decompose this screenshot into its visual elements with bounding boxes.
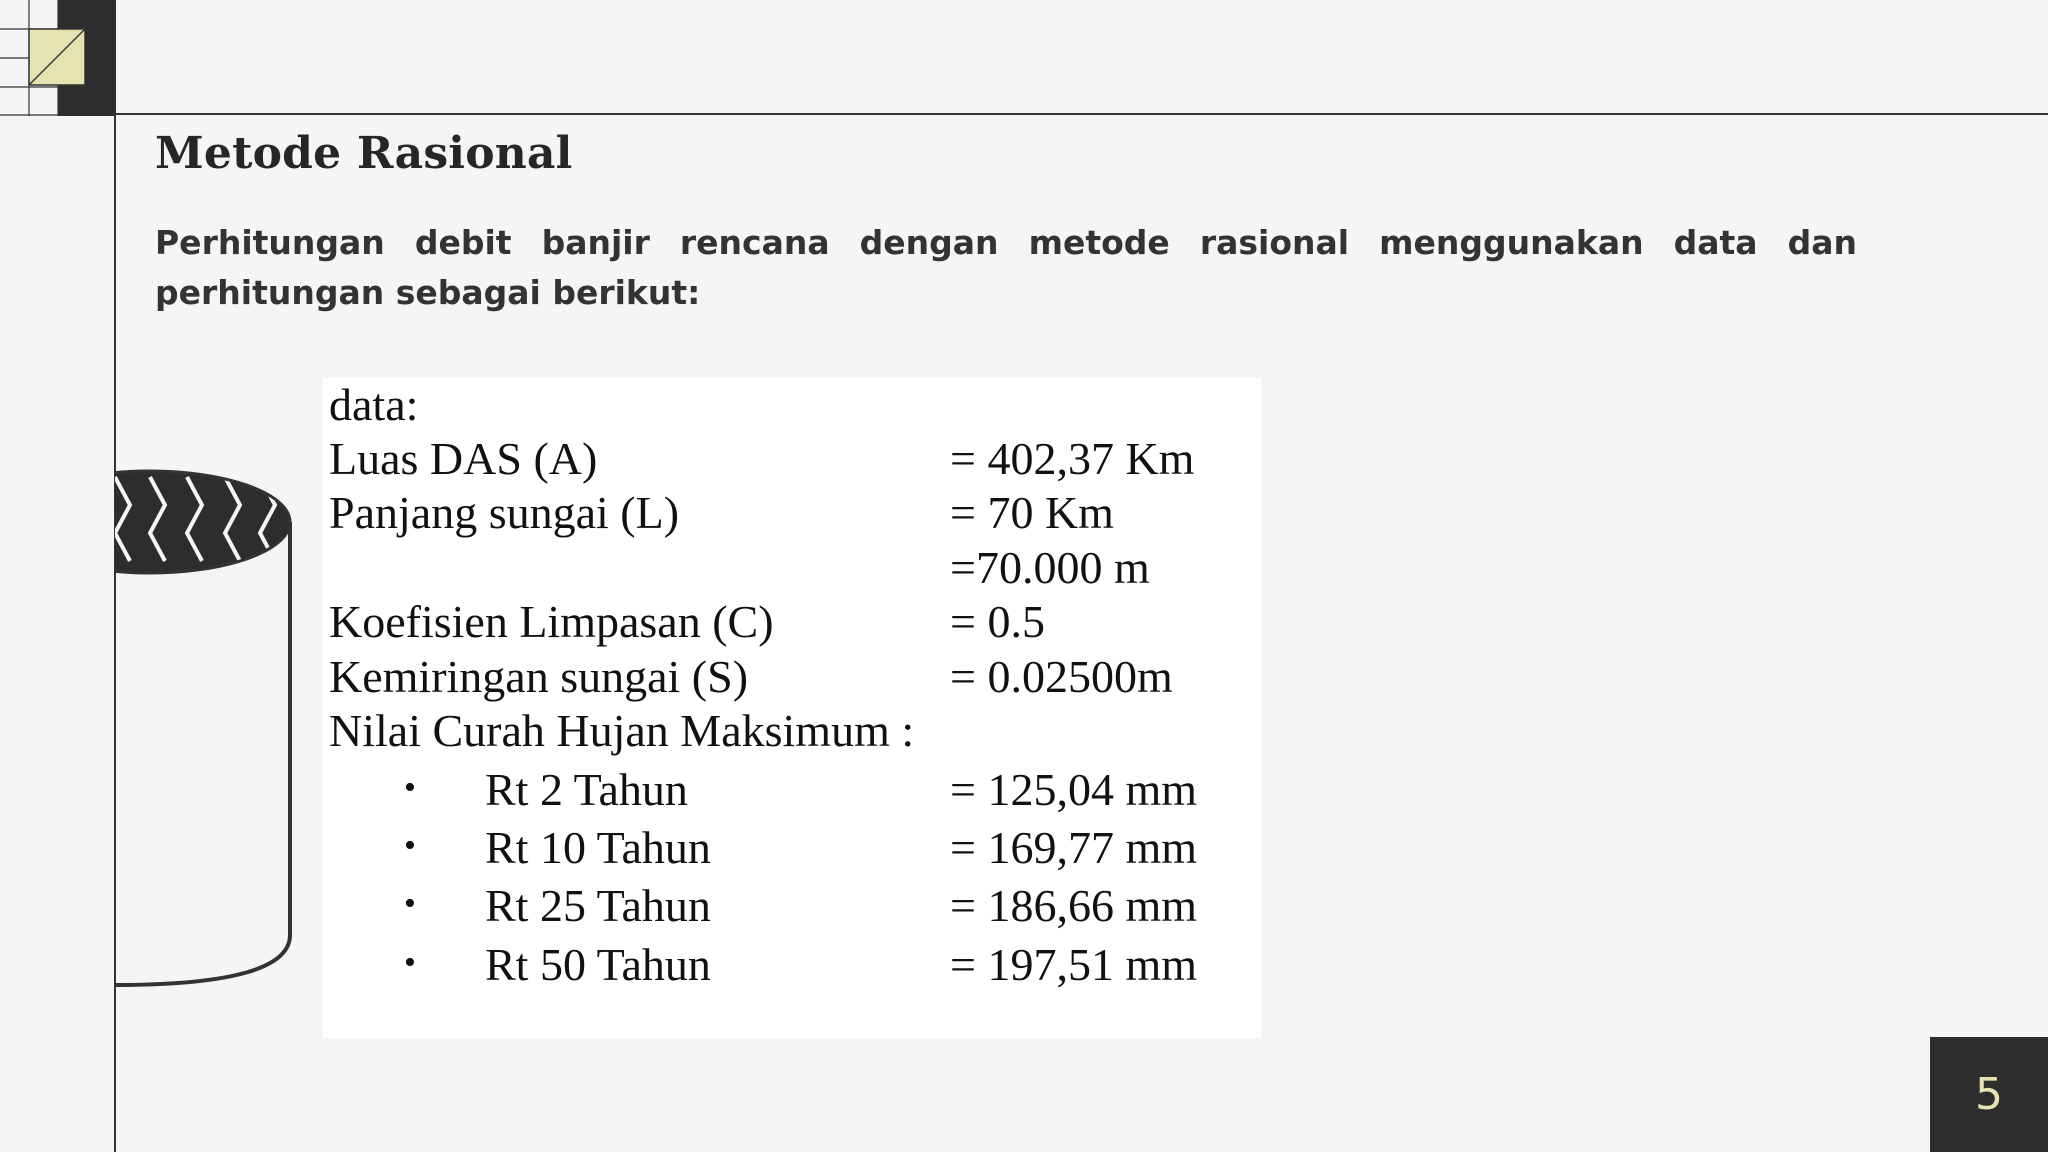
rain-row-value: = 197,51 mm	[950, 939, 1198, 990]
corner-grid-icon	[0, 0, 116, 116]
slide-title: Metode Rasional	[155, 128, 573, 179]
data-row-value: = 0.5	[950, 596, 1045, 647]
rain-row-label: Rt 25 Tahun	[485, 880, 711, 931]
data-row-label: Koefisien Limpasan (C)	[329, 596, 774, 647]
rain-row-value: = 186,66 mm	[950, 880, 1198, 931]
data-row-label: Kemiringan sungai (S)	[329, 651, 749, 702]
page-number-box	[1930, 1037, 2048, 1152]
rain-row-label: Rt 10 Tahun	[485, 822, 711, 873]
data-row-label: Panjang sungai (L)	[329, 487, 680, 538]
bullet-icon: •	[404, 885, 416, 922]
data-heading: data:	[329, 379, 419, 430]
rain-row-label: Rt 2 Tahun	[485, 764, 688, 815]
rain-row-value: = 125,04 mm	[950, 764, 1198, 815]
bullet-icon: •	[404, 944, 416, 981]
cylinder-decoration-icon	[115, 465, 295, 990]
data-row-value: =70.000 m	[950, 542, 1150, 593]
data-row-value: = 0.02500m	[950, 651, 1173, 702]
rain-row-value: = 169,77 mm	[950, 822, 1198, 873]
page-number: 5	[1975, 1069, 2003, 1120]
bullet-icon: •	[404, 827, 416, 864]
data-row-label: Luas DAS (A)	[329, 433, 598, 484]
rain-heading: Nilai Curah Hujan Maksimum :	[329, 705, 915, 756]
data-row-value: = 402,37 Km	[950, 433, 1195, 484]
header-divider	[115, 113, 2048, 115]
rain-row-label: Rt 50 Tahun	[485, 939, 711, 990]
slide-intro-text: Perhitungan debit banjir rencana dengan metode rasional menggunakan data dan perhitungan sebagai berikut:	[155, 223, 1857, 312]
data-row-value: = 70 Km	[950, 487, 1114, 538]
data-card	[323, 378, 1261, 1038]
bullet-icon: •	[404, 769, 416, 806]
